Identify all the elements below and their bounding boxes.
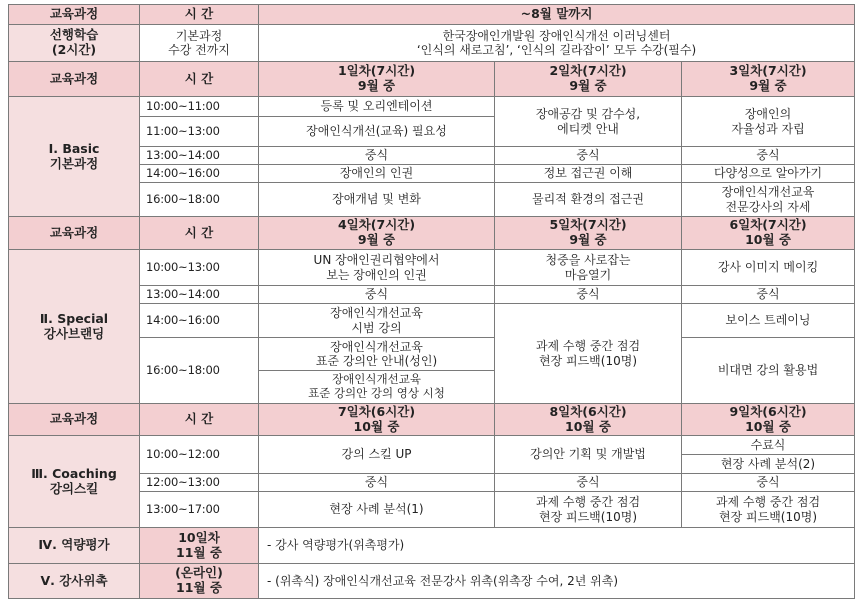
schedule-cell: 비대면 강의 활용법 (682, 338, 855, 404)
section-1-name-line2: 기본과정 (49, 155, 99, 171)
section-3-header-row (9, 404, 855, 436)
cell-line: 청중을 사로잡는 (545, 253, 631, 268)
lunch-cell: 중식 (682, 286, 855, 304)
time-slot: 11:00~13:00 (140, 117, 259, 147)
section-2-name-line1: Ⅱ. Special (39, 310, 109, 326)
table-row (9, 250, 855, 286)
schedule-cell: 강의 스킬 UP (259, 436, 495, 474)
schedule-cell (682, 492, 855, 528)
day-9-header (682, 404, 855, 436)
schedule-cell: 물리적 환경의 접근권 (495, 183, 682, 217)
day-4-header (259, 217, 495, 250)
evaluation-row (9, 528, 855, 564)
lunch-cell: 중식 (495, 286, 682, 304)
time-slot: 13:00~14:00 (140, 286, 259, 304)
day-3-header (682, 62, 855, 97)
pre-learning-desc-line1: 한국장애인개발원 장애인식개선 이러닝센터 (442, 28, 671, 43)
pre-learning-desc-line2: ‘인식의 새로고침’, ‘인식의 길라잡이’ 모두 수강(필수) (416, 43, 697, 57)
commission-row (9, 564, 855, 599)
evaluation-desc: - 강사 역량평가(위촉평가) (259, 528, 855, 564)
pre-learning-desc (259, 25, 855, 62)
cell-line: 현장 피드백(10명) (539, 509, 637, 524)
day-2-title: 2일차(7시간) (549, 63, 627, 79)
cell-line: 장애인식개선교육 (721, 185, 815, 200)
schedule-cell (495, 250, 682, 286)
cell-line: 현장 피드백(10명) (719, 509, 818, 524)
time-slot: 14:00~16:00 (140, 304, 259, 338)
day-4-month: 9월 중 (357, 232, 396, 247)
table-row (9, 97, 855, 117)
cell-line: 에티켓 안내 (557, 121, 619, 136)
day-3-title: 3일차(7시간) (729, 63, 807, 79)
pre-learning-row (9, 25, 855, 62)
section-1-name-line1: Ⅰ. Basic (48, 140, 100, 156)
section-3-header-time: 시 간 (140, 404, 259, 436)
cell-line: 마음열기 (564, 267, 612, 282)
day-7-month: 10월 중 (353, 418, 400, 434)
section-3-name (9, 436, 140, 528)
day-1-header (259, 62, 495, 97)
cell-line: 과제 수행 중간 점검 (535, 495, 641, 510)
cell-line: 과제 수행 중간 점검 (715, 495, 821, 510)
schedule-cell: 현장 사례 분석(2) (682, 455, 855, 474)
time-slot: 10:00~13:00 (140, 250, 259, 286)
section-1-header-row (9, 62, 855, 97)
time-slot: 13:00~17:00 (140, 492, 259, 528)
pre-learning-time-line1: 기본과정 (175, 28, 223, 43)
section-3-header-course: 교육과정 (9, 404, 140, 436)
section-2-header-row (9, 217, 855, 250)
section-2-header-course: 교육과정 (9, 217, 140, 250)
time-slot: 13:00~14:00 (140, 147, 259, 165)
pre-learning-label-line1: 선행학습 (49, 27, 99, 43)
time-slot: 14:00~16:00 (140, 165, 259, 183)
pre-learning-label (9, 25, 140, 62)
schedule-cell (259, 250, 495, 286)
header-course: 교육과정 (9, 5, 140, 25)
schedule-cell: 현장 사례 분석(1) (259, 492, 495, 528)
cell-line: 장애인식개선교육 (330, 306, 423, 321)
schedule-cell: 보이스 트레이닝 (682, 304, 855, 338)
schedule-cell: 강사 이미지 메이킹 (682, 250, 855, 286)
lunch-cell: 중식 (495, 474, 682, 492)
lunch-cell: 중식 (259, 147, 495, 165)
lunch-cell: 중식 (259, 286, 495, 304)
cell-line: UN 장애인권리협약에서 (313, 253, 440, 268)
evaluation-name: Ⅳ. 역량평가 (9, 528, 140, 564)
cell-line: 표준 강의안 강의 영상 시청 (308, 386, 445, 400)
schedule-cell: 장애인의 인권 (259, 165, 495, 183)
header-deadline: ~8월 말까지 (259, 5, 855, 25)
pre-learning-time-line2: 수강 전까지 (168, 43, 230, 57)
day-7-header (259, 404, 495, 436)
section-3-name-line2: 강의스킬 (49, 480, 99, 496)
table-row (9, 436, 855, 455)
lunch-cell: 중식 (495, 147, 682, 165)
day-6-header (682, 217, 855, 250)
cell-line: 시범 강의 (351, 320, 402, 335)
day-5-title: 5일차(7시간) (549, 217, 627, 233)
day-4-title: 4일차(7시간) (337, 217, 416, 233)
cell-line: 표준 강의안 안내(성인) (315, 354, 438, 368)
commission-time (140, 564, 259, 599)
day-6-title: 6일차(7시간) (729, 217, 807, 233)
cell-line: 장애공감 및 감수성, (535, 107, 641, 122)
schedule-cell: 다양성으로 알아가기 (682, 165, 855, 183)
section-2-header-time: 시 간 (140, 217, 259, 250)
schedule-cell: 수료식 (682, 436, 855, 455)
schedule-cell: 강의안 기획 및 개발법 (495, 436, 682, 474)
day-9-month: 10월 중 (745, 418, 791, 434)
schedule-cell: 장애인식개선(교육) 필요성 (259, 117, 495, 147)
pre-learning-time (140, 25, 259, 62)
schedule-cell (495, 492, 682, 528)
commission-name: Ⅴ. 강사위촉 (9, 564, 140, 599)
section-1-header-course: 교육과정 (9, 62, 140, 97)
lunch-cell: 중식 (682, 474, 855, 492)
section-1-header-time: 시 간 (140, 62, 259, 97)
section-2-name (9, 250, 140, 404)
commission-desc: - (위촉식) 장애인식개선교육 전문강사 위촉(위촉장 수여, 2년 위촉) (259, 564, 855, 599)
schedule-cell (259, 304, 495, 338)
day-8-title: 8일차(6시간) (549, 403, 627, 419)
day-2-month: 9월 중 (569, 78, 607, 93)
cell-line: 장애인식개선교육 (332, 372, 421, 387)
time-slot: 12:00~13:00 (140, 474, 259, 492)
schedule-cell (259, 338, 495, 371)
day-5-header (495, 217, 682, 250)
schedule-cell (259, 371, 495, 404)
section-3-name-line1: Ⅲ. Coaching (31, 465, 117, 481)
day-8-header (495, 404, 682, 436)
table-header-row (9, 5, 855, 25)
schedule-cell (682, 97, 855, 147)
course-schedule-table (8, 4, 855, 599)
day-6-month: 10월 중 (745, 232, 791, 247)
time-slot: 16:00~18:00 (140, 183, 259, 217)
cell-line: 과제 수행 중간 점검 (535, 339, 641, 354)
cell-line: 현장 피드백(10명) (539, 353, 637, 368)
lunch-cell: 중식 (682, 147, 855, 165)
day-8-month: 10월 중 (565, 418, 611, 434)
schedule-cell (495, 304, 682, 404)
cell-line: 장애인의 (744, 107, 792, 122)
day-9-title: 9일차(6시간) (729, 403, 807, 419)
day-3-month: 9월 중 (749, 78, 787, 93)
schedule-cell: 등록 및 오리엔테이션 (259, 97, 495, 117)
pre-learning-label-line2: (2시간) (51, 42, 97, 57)
commission-time-line1: (온라인) (175, 565, 223, 581)
day-2-header (495, 62, 682, 97)
evaluation-time-line1: 10일차 (178, 529, 220, 545)
day-1-month: 9월 중 (357, 78, 396, 93)
day-7-title: 7일차(6시간) (337, 403, 416, 419)
day-5-month: 9월 중 (569, 232, 607, 247)
schedule-cell: 장애개념 및 변화 (259, 183, 495, 217)
cell-line: 장애인식개선교육 (330, 339, 423, 354)
time-slot: 10:00~12:00 (140, 436, 259, 474)
section-1-name (9, 97, 140, 217)
commission-time-line2: 11월 중 (176, 580, 222, 595)
evaluation-time-line2: 11월 중 (176, 544, 222, 560)
cell-line: 보는 장애인의 인권 (326, 267, 427, 282)
schedule-cell (495, 97, 682, 147)
time-slot: 10:00~11:00 (140, 97, 259, 117)
evaluation-time (140, 528, 259, 564)
lunch-cell: 중식 (259, 474, 495, 492)
header-time: 시 간 (140, 5, 259, 25)
section-2-name-line2: 강사브랜딩 (43, 325, 105, 341)
day-1-title: 1일차(7시간) (337, 63, 416, 79)
time-slot: 16:00~18:00 (140, 338, 259, 404)
cell-line: 자율성과 자립 (731, 121, 805, 136)
cell-line: 전문강사의 자세 (725, 199, 811, 214)
schedule-cell (682, 183, 855, 217)
schedule-cell: 정보 접근권 이해 (495, 165, 682, 183)
